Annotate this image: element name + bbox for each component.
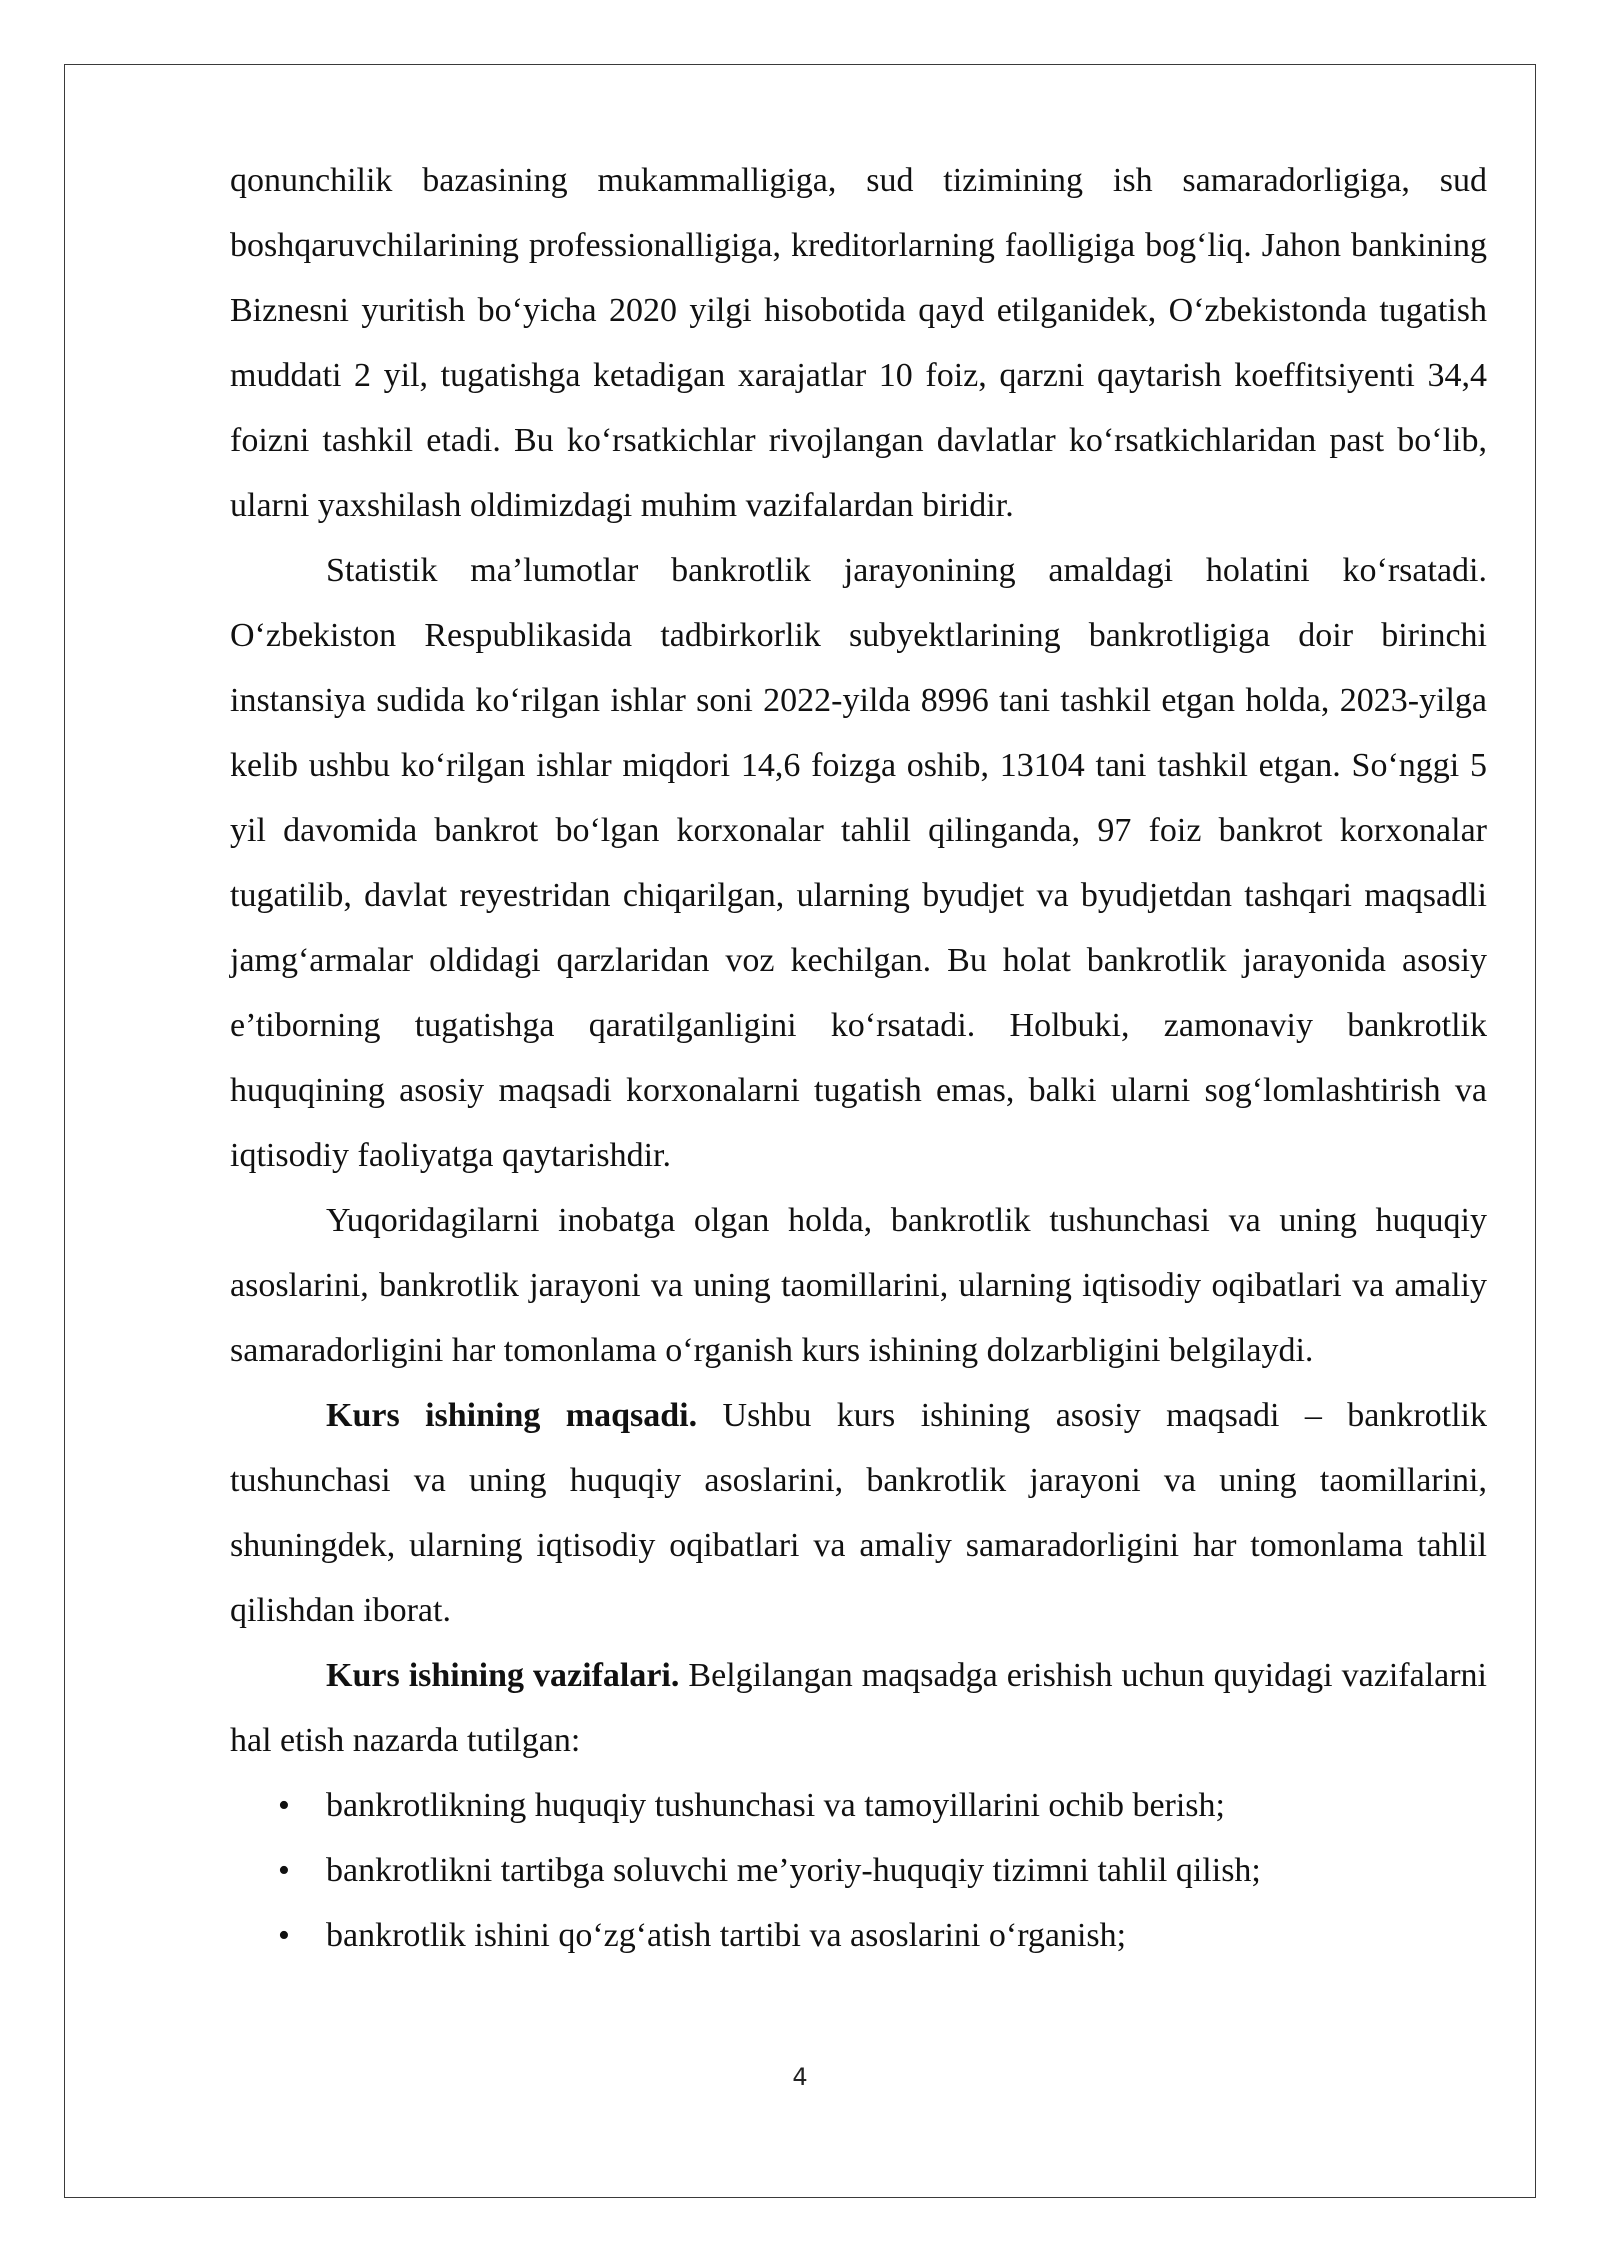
document-body (230, 148, 1487, 1968)
bullet-icon: • (278, 1787, 290, 1824)
goal-heading: Kurs ishining maqsadi. (326, 1397, 698, 1434)
paragraph-goal (230, 1383, 1487, 1643)
paragraph-continuation: qonunchilik bazasining mukammalligiga, sud tizimining ish samaradorligiga, sud boshqaruvchilarining professionalligiga, kreditorlarning faolligiga bog‘liq. Jahon bankining Biznesni yuritish bo‘yicha 2020 yilgi hisobotida qayd etilganidek, O‘zbekistonda tugatish muddati 2 yil, tugatishga ketadigan xarajatlar 10 foiz, qarzni qaytarish koeffitsiyenti 34,4 foizni tashkil etadi. Bu ko‘rsatkichlar rivojlangan davlatlar ko‘rsatkichlaridan past bo‘lib, ularni yaxshilash oldimizdagi muhim vazifalardan biridir. (230, 162, 1487, 524)
paragraph-tasks (230, 1643, 1487, 1773)
list-item (230, 1773, 1487, 1838)
page-number: 4 (792, 2063, 808, 2091)
bullet-icon: • (278, 1917, 290, 1954)
tasks-heading: Kurs ishining vazifalari. (326, 1657, 680, 1694)
bullet-icon: • (278, 1852, 290, 1889)
list-item (230, 1903, 1487, 1968)
paragraph-statistics: Statistik ma’lumotlar bankrotlik jarayonining amaldagi holatini ko‘rsatadi. O‘zbekiston Respublikasida tadbirkorlik subyektlarining bankrotligiga doir birinchi instansiya sudida ko‘rilgan ishlar soni 2022-yilda 8996 tani tashkil etgan holda, 2023-yilga kelib ushbu ko‘rilgan ishlar miqdori 14,6 foizga oshib, 13104 tani tashkil etgan. So‘nggi 5 yil davomida bankrot bo‘lgan korxonalar tahlil qilinganda, 97 foiz bankrot korxonalar tugatilib, davlat reyestridan chiqarilgan, ularning byudjet va byudjetdan tashqari maqsadli jamg‘armalar oldidagi qarzlaridan voz kechilgan. Bu holat bankrotlik jarayonida asosiy e’tiborning tugatishga qaratilganligini ko‘rsatadi. Holbuki, zamonaviy bankrotlik huquqining asosiy maqsadi korxonalarni tugatish emas, balki ularni sog‘lomlashtirish va iqtisodiy faoliyatga qaytarishdir. (230, 552, 1487, 1174)
list-item (230, 1838, 1487, 1903)
list-item-text: bankrotlik ishini qo‘zg‘atish tartibi va asoslarini o‘rganish; (326, 1917, 1127, 1954)
list-item-text: bankrotlikning huquqiy tushunchasi va tamoyillarini ochib berish; (326, 1787, 1225, 1824)
list-item-text: bankrotlikni tartibga soluvchi me’yoriy-huquqiy tizimni tahlil qilish; (326, 1852, 1261, 1889)
paragraph-relevance: Yuqoridagilarni inobatga olgan holda, bankrotlik tushunchasi va uning huquqiy asoslarini, bankrotlik jarayoni va uning taomillarini, ularning iqtisodiy oqibatlari va amaliy samaradorligini har tomonlama o‘rganish kurs ishining dolzarbligini belgilaydi. (230, 1202, 1487, 1369)
tasks-intro-text: Belgilangan maqsadga erishish uchun quyidagi vazifalarni hal etish nazarda tutilgan: (230, 1657, 1487, 1759)
tasks-list (230, 1773, 1487, 1968)
goal-text: Ushbu kurs ishining asosiy maqsadi – bankrotlik tushunchasi va uning huquqiy asoslarini, bankrotlik jarayoni va uning taomillarini, shuningdek, ularning iqtisodiy oqibatlari va amaliy samaradorligini har tomonlama tahlil qilishdan iborat. (230, 1397, 1487, 1629)
